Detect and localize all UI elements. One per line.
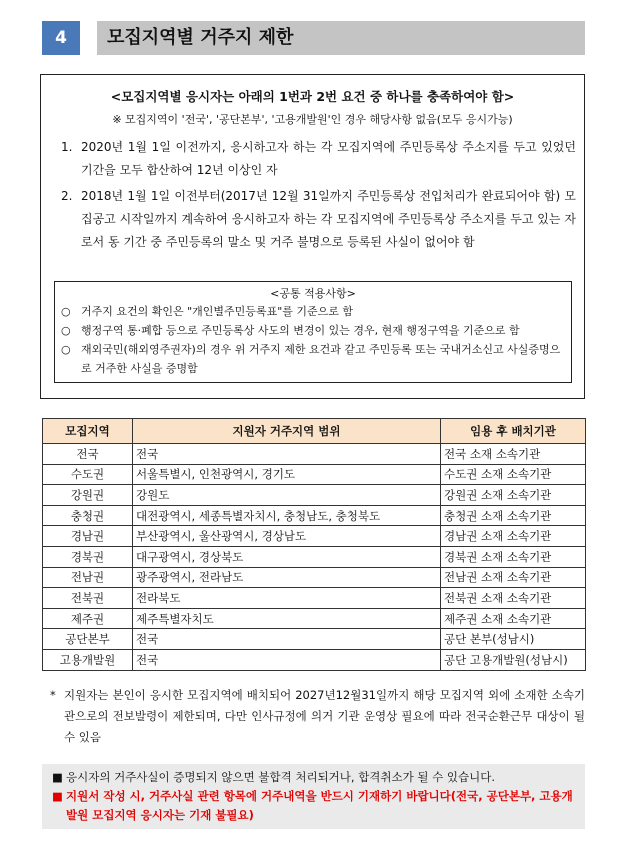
cell-region: 전국 <box>43 444 133 465</box>
cell-placement: 경남권 소재 소속기관 <box>441 526 586 547</box>
cell-placement: 전국 소재 소속기관 <box>441 444 586 465</box>
cell-residence-range: 전국 <box>133 649 441 670</box>
table-row <box>43 546 586 567</box>
table-row <box>43 649 586 670</box>
common-rules-title: <공통 적용사항> <box>270 287 356 300</box>
footnote <box>50 685 585 748</box>
cell-residence-range: 서울특별시, 인천광역시, 경기도 <box>133 464 441 485</box>
cell-placement: 경북권 소재 소속기관 <box>441 546 586 567</box>
section-header <box>42 21 585 55</box>
requirement-text: 2020년 1월 1일 이전까지, 응시하고자 하는 각 모집지역에 주민등록상 주소지를 두고 있었던 기간을 모두 합산하여 12년 이상인 자 <box>81 140 576 177</box>
requirement-text: 2018년 1월 1일 이전부터(2017년 12월 31일까지 주민등록상 전입처리가 완료되어야 함) 모집공고 시작일까지 계속하여 응시하고자 하는 각 모집지역에 주민등록상 주소지를 두고 있는 자로서 동 기간 중 주민등록의 말소 및 거주 불명으로 등록된 사실이 없어야 함 <box>81 189 576 249</box>
square-bullet-icon: ■ <box>52 789 63 803</box>
table-row <box>43 464 586 485</box>
cell-placement: 수도권 소재 소속기관 <box>441 464 586 485</box>
notice-line-alert <box>48 787 579 825</box>
cell-region: 고용개발원 <box>43 649 133 670</box>
cell-region: 경남권 <box>43 526 133 547</box>
cell-region: 경북권 <box>43 546 133 567</box>
notice-line <box>48 768 579 787</box>
table-row <box>43 567 586 588</box>
cell-residence-range: 전국 <box>133 629 441 650</box>
cell-placement: 공단 고용개발원(성남시) <box>441 649 586 670</box>
table-row <box>43 608 586 629</box>
square-bullet-icon: ■ <box>52 770 63 784</box>
table-row <box>43 444 586 465</box>
cell-residence-range: 부산광역시, 울산광역시, 경상남도 <box>133 526 441 547</box>
requirement-number: 1. <box>61 140 73 154</box>
footnote-text: 지원자는 본인이 응시한 모집지역에 배치되어 2027년12월31일까지 해당 모집지역 외에 소재한 소속기관으로의 전보발령이 제한되며, 다만 인사규정에 의거 기관 운영상 필요에 따라 전국순환근무 대상이 될 수 있음 <box>64 688 585 744</box>
table-row <box>43 505 586 526</box>
cell-placement: 제주권 소재 소속기관 <box>441 608 586 629</box>
table-row <box>43 526 586 547</box>
cell-residence-range: 전국 <box>133 444 441 465</box>
table-row <box>43 588 586 609</box>
requirements-note: ※ 모집지역이 '전국', '공단본부', '고용개발원'인 경우 해당사항 없음(모두 응시가능) <box>112 113 513 126</box>
common-rule-text: 재외국민(해외영주권자)의 경우 위 거주지 제한 요건과 같고 주민등록 또는 국내거소신고 사실증명으로 거주한 사실을 증명함 <box>81 343 561 375</box>
cell-placement: 전남권 소재 소속기관 <box>441 567 586 588</box>
circle-bullet-icon: ○ <box>61 324 71 337</box>
cell-residence-range: 전라북도 <box>133 588 441 609</box>
cell-residence-range: 광주광역시, 전라남도 <box>133 567 441 588</box>
table-row <box>43 485 586 506</box>
column-header-residence-range: 지원자 거주지역 범위 <box>133 419 441 444</box>
notice-alert-text: 지원서 작성 시, 거주사실 관련 항목에 거주내역을 반드시 기재하기 바랍니다(전국, 공단본부, 고용개발원 모집지역 응시자는 기재 불필요) <box>66 789 573 822</box>
cell-region: 공단본부 <box>43 629 133 650</box>
circle-bullet-icon: ○ <box>61 305 71 318</box>
region-table <box>42 418 586 671</box>
requirement-item <box>61 136 576 182</box>
notice-box <box>42 764 585 829</box>
requirement-item <box>61 185 576 254</box>
cell-residence-range: 강원도 <box>133 485 441 506</box>
cell-region: 제주권 <box>43 608 133 629</box>
common-rule-item <box>59 302 565 321</box>
cell-placement: 충청권 소재 소속기관 <box>441 505 586 526</box>
cell-residence-range: 대전광역시, 세종특별자치시, 충청남도, 충청북도 <box>133 505 441 526</box>
cell-placement: 강원권 소재 소속기관 <box>441 485 586 506</box>
cell-region: 충청권 <box>43 505 133 526</box>
column-header-placement: 임용 후 배치기관 <box>441 419 586 444</box>
table-row <box>43 629 586 650</box>
cell-placement: 공단 본부(성남시) <box>441 629 586 650</box>
section-number: 4 <box>42 21 80 55</box>
common-rule-text: 행정구역 통‧폐합 등으로 주민등록상 사도의 변경이 있는 경우, 현재 행정구역을 기준으로 함 <box>81 324 520 337</box>
cell-region: 전남권 <box>43 567 133 588</box>
common-rule-item <box>59 321 565 340</box>
requirements-box <box>40 74 585 399</box>
cell-placement: 전북권 소재 소속기관 <box>441 588 586 609</box>
table-header-row <box>43 419 586 444</box>
common-rule-text: 거주지 요건의 확인은 "개인별주민등록표"를 기준으로 함 <box>81 305 353 318</box>
cell-region: 전북권 <box>43 588 133 609</box>
common-rules-box <box>54 281 572 383</box>
circle-bullet-icon: ○ <box>61 343 71 356</box>
section-title: 모집지역별 거주지 제한 <box>97 21 585 55</box>
requirement-number: 2. <box>61 189 73 203</box>
requirements-title: <모집지역별 응시자는 아래의 1번과 2번 요건 중 하나를 충족하여야 함> <box>110 89 515 104</box>
notice-text: 응시자의 거주사실이 증명되지 않으면 불합격 처리되거나, 합격취소가 될 수 있습니다. <box>66 770 496 784</box>
cell-residence-range: 제주특별자치도 <box>133 608 441 629</box>
column-header-region: 모집지역 <box>43 419 133 444</box>
footnote-mark: * <box>50 688 56 702</box>
common-rule-item <box>59 340 565 378</box>
cell-residence-range: 대구광역시, 경상북도 <box>133 546 441 567</box>
cell-region: 수도권 <box>43 464 133 485</box>
cell-region: 강원권 <box>43 485 133 506</box>
